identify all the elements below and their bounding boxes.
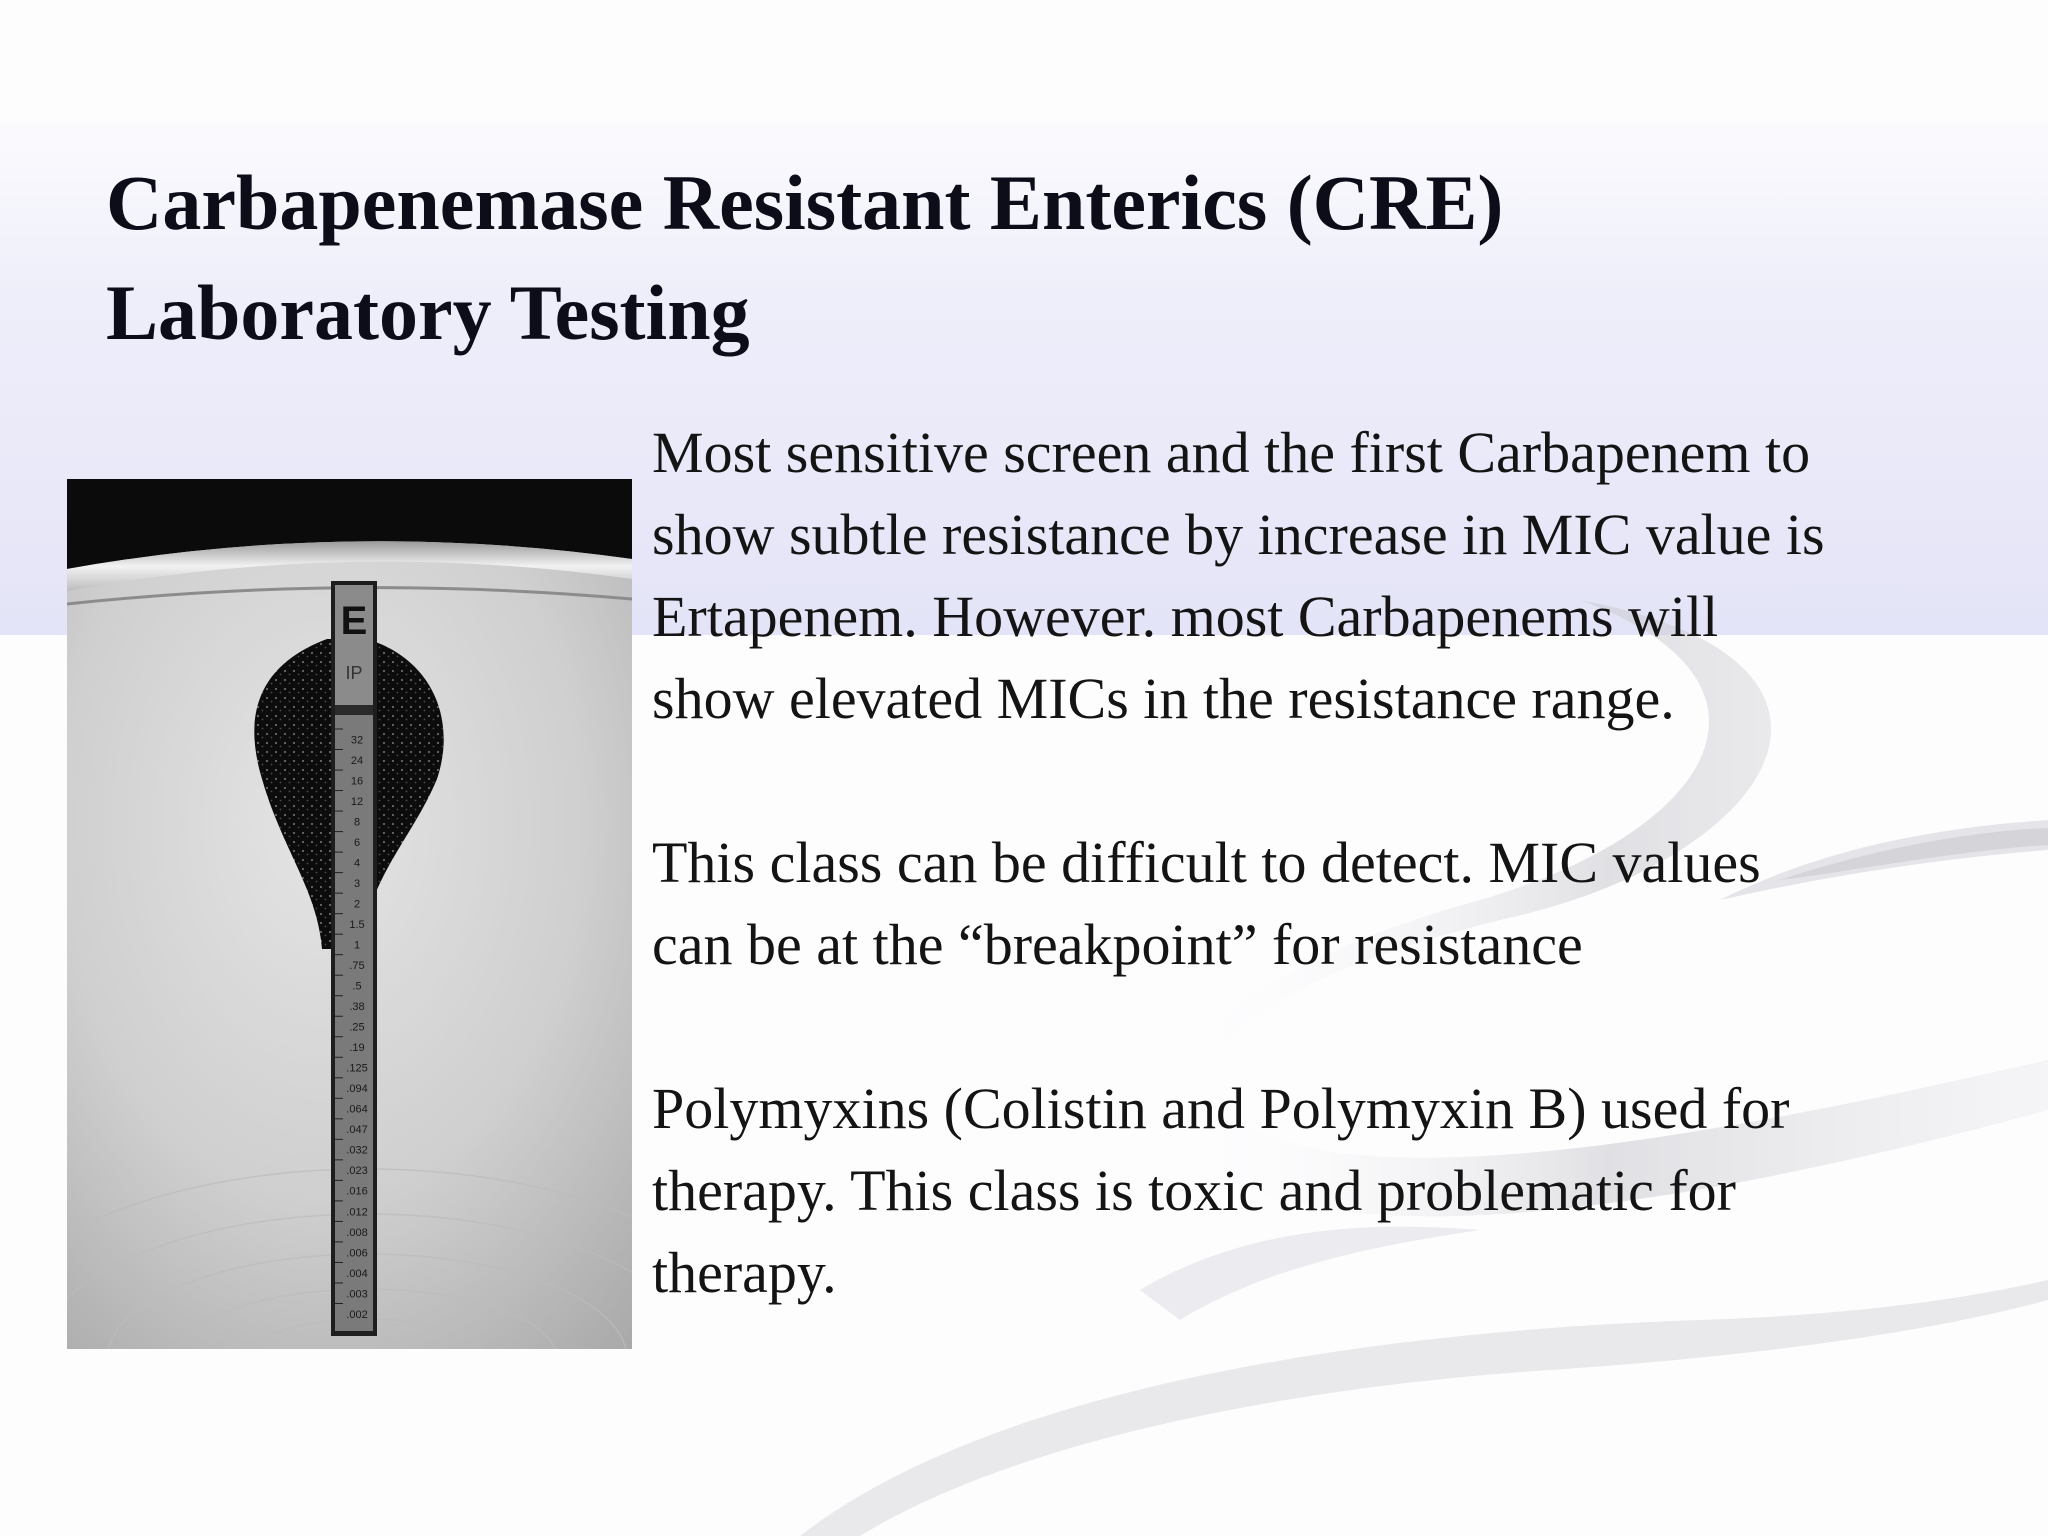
strip-scale-label: 8 — [353, 816, 361, 829]
strip-scale-label: 32 — [350, 734, 364, 747]
title-line-1: Carbapenemase Resistant Enterics (CRE) — [106, 159, 1504, 246]
strip-scale-label: 1 — [353, 939, 361, 952]
strip-scale-label: 1.5 — [349, 919, 365, 932]
paragraph-detection: This class can be difficult to detect. MIC values can be at the “breakpoint” for resistance — [652, 830, 1761, 977]
strip-scale-label: .38 — [349, 1001, 365, 1014]
title-line-2: Laboratory Testing — [106, 269, 750, 356]
strip-scale-label: .006 — [346, 1247, 368, 1260]
strip-scale-label: .094 — [346, 1083, 368, 1096]
strip-scale-label: .75 — [349, 960, 365, 973]
strip-scale-label: .016 — [346, 1185, 368, 1198]
strip-scale-label: 3 — [353, 877, 361, 890]
strip-brand-label: E — [340, 599, 368, 643]
strip-scale-label: .004 — [346, 1267, 368, 1280]
strip-scale-label: .25 — [349, 1021, 365, 1034]
strip-scale-label: .008 — [346, 1226, 368, 1239]
strip-drug-code: IP — [345, 663, 363, 683]
paragraph-ertapenem: Most sensitive screen and the first Carbapenem to show subtle resistance by increase in MIC value is Ertapenem. However. most Carbapenems will show elevated MICs in the resistance range. — [652, 420, 1825, 731]
strip-scale-label: .002 — [346, 1308, 368, 1321]
strip-scale-label: .032 — [346, 1144, 368, 1157]
paragraph-polymyxins: Polymyxins (Colistin and Polymyxin B) used for therapy. This class is toxic and problematic for therapy. — [652, 1076, 1790, 1305]
strip-scale-label: .5 — [352, 980, 362, 993]
slide-title — [106, 148, 1906, 368]
strip-scale-label: 24 — [350, 754, 364, 767]
strip-scale-label: 6 — [353, 836, 361, 849]
strip-scale-label: .064 — [346, 1103, 368, 1116]
strip-scale-label: .003 — [346, 1288, 368, 1301]
strip-scale-label: 4 — [353, 857, 361, 870]
strip-scale-label: .047 — [346, 1124, 368, 1137]
strip-scale-label: .012 — [346, 1206, 368, 1219]
body-text — [652, 412, 2022, 1314]
strip-scale-label: .023 — [346, 1165, 368, 1178]
etest-strip-photo — [67, 479, 632, 1349]
strip-scale-label: 16 — [350, 775, 364, 788]
strip-scale-label: .125 — [346, 1062, 368, 1075]
strip-scale-label: 2 — [353, 898, 361, 911]
strip-scale-label: 12 — [350, 795, 364, 808]
strip-scale-label: .19 — [349, 1042, 365, 1055]
